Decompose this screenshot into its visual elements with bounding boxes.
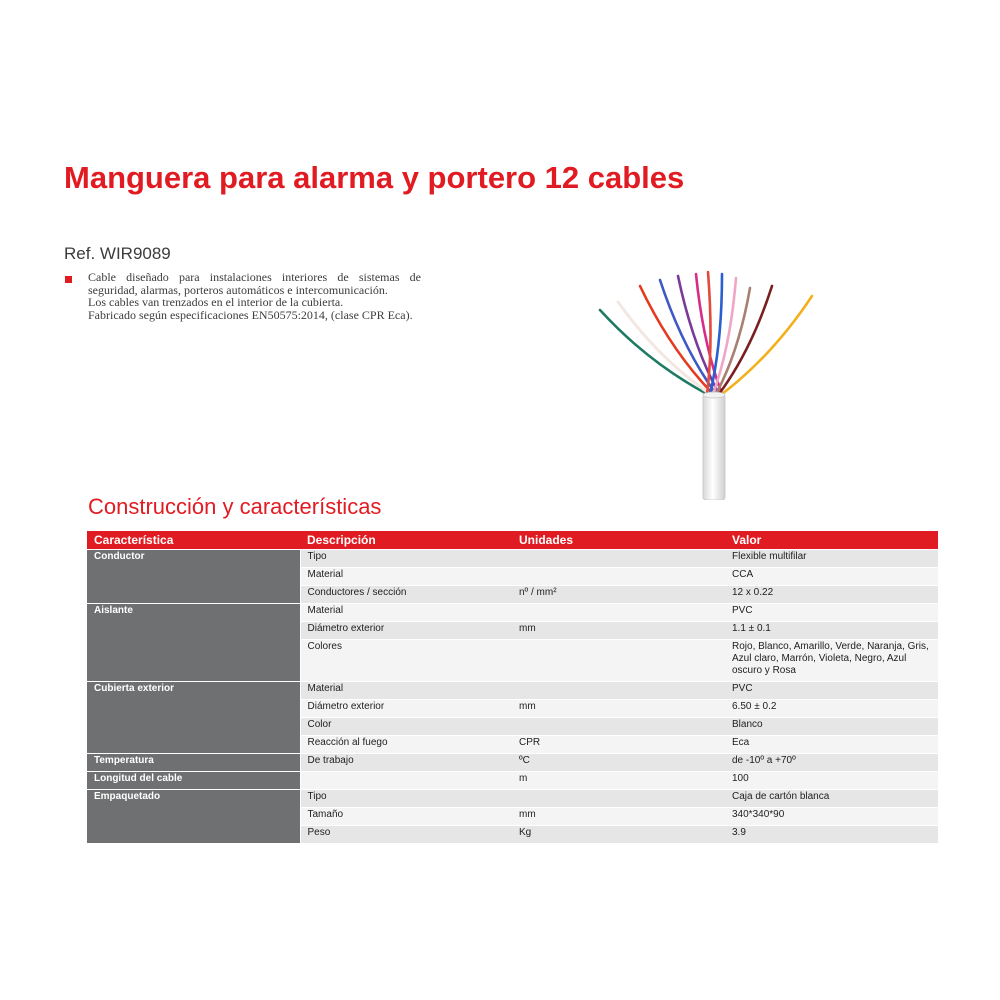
table-row: [87, 550, 938, 568]
unit-cell: mm: [512, 808, 725, 826]
category-cell: Conductor: [87, 550, 300, 604]
unit-cell: [512, 682, 725, 700]
cable-sheath-end: [703, 392, 725, 398]
column-header: Unidades: [512, 531, 725, 550]
unit-cell: mm: [512, 622, 725, 640]
table-row: [87, 772, 938, 790]
category-cell: Temperatura: [87, 754, 300, 772]
specs-table: [87, 531, 938, 843]
product-reference: Ref. WIR9089: [64, 244, 171, 263]
unit-cell: [512, 790, 725, 808]
description-cell: Tipo: [300, 790, 512, 808]
value-cell: de -10º a +70º: [725, 754, 938, 772]
category-cell: Empaquetado: [87, 790, 300, 844]
value-cell: PVC: [725, 682, 938, 700]
product-description: [88, 271, 421, 321]
unit-cell: [512, 604, 725, 622]
unit-cell: nº / mm²: [512, 586, 725, 604]
unit-cell: Kg: [512, 826, 725, 844]
description-line: Los cables van trenzados en el interior de la cubierta.: [88, 295, 344, 309]
table-row: [87, 790, 938, 808]
value-cell: 3.9: [725, 826, 938, 844]
value-cell: 6.50 ± 0.2: [725, 700, 938, 718]
value-cell: 12 x 0.22: [725, 586, 938, 604]
table-row: [87, 754, 938, 772]
table-header-row: [87, 531, 938, 550]
description-cell: Tamaño: [300, 808, 512, 826]
unit-cell: mm: [512, 700, 725, 718]
description-cell: Reacción al fuego: [300, 736, 512, 754]
section-title: Construcción y características: [88, 494, 382, 519]
unit-cell: m: [512, 772, 725, 790]
value-cell: Flexible multifilar: [725, 550, 938, 568]
cable-sheath: [703, 394, 725, 500]
description-cell: Material: [300, 682, 512, 700]
category-cell: Longitud del cable: [87, 772, 300, 790]
description-cell: Diámetro exterior: [300, 622, 512, 640]
category-cell: Cubierta exterior: [87, 682, 300, 754]
wire-conductor: [707, 272, 711, 394]
column-header: Descripción: [300, 531, 512, 550]
description-cell: Tipo: [300, 550, 512, 568]
value-cell: Blanco: [725, 718, 938, 736]
value-cell: CCA: [725, 568, 938, 586]
wire-conductor: [618, 302, 710, 394]
description-cell: Material: [300, 604, 512, 622]
description-line: Cable diseñado para instalaciones interiores de sistemas de seguridad, alarmas, porteros automáticos e intercomunicación.: [88, 270, 421, 297]
description-cell: De trabajo: [300, 754, 512, 772]
unit-cell: [512, 568, 725, 586]
unit-cell: CPR: [512, 736, 725, 754]
description-cell: Color: [300, 718, 512, 736]
unit-cell: [512, 640, 725, 682]
description-cell: Conductores / sección: [300, 586, 512, 604]
bullet-square-icon: [65, 276, 72, 283]
description-line: Fabricado según especificaciones EN50575:2014, (clase CPR Eca).: [88, 307, 413, 322]
value-cell: PVC: [725, 604, 938, 622]
category-cell: Aislante: [87, 604, 300, 682]
table-row: [87, 604, 938, 622]
unit-cell: ºC: [512, 754, 725, 772]
description-cell: Diámetro exterior: [300, 700, 512, 718]
description-cell: [300, 772, 512, 790]
description-cell: Material: [300, 568, 512, 586]
value-cell: 340*340*90: [725, 808, 938, 826]
wires: [600, 272, 812, 394]
description-cell: Colores: [300, 640, 512, 682]
unit-cell: [512, 718, 725, 736]
unit-cell: [512, 550, 725, 568]
table-row: [87, 682, 938, 700]
page-title: Manguera para alarma y portero 12 cables: [64, 160, 685, 195]
value-cell: Rojo, Blanco, Amarillo, Verde, Naranja, Gris, Azul claro, Marrón, Violeta, Negro, Azul oscuro y Rosa: [725, 640, 938, 682]
wire-conductor: [640, 286, 713, 394]
cable-photo-icon: [590, 260, 830, 500]
value-cell: Eca: [725, 736, 938, 754]
column-header: Valor: [725, 531, 938, 550]
value-cell: 1.1 ± 0.1: [725, 622, 938, 640]
description-cell: Peso: [300, 826, 512, 844]
value-cell: 100: [725, 772, 938, 790]
column-header: Característica: [87, 531, 300, 550]
value-cell: Caja de cartón blanca: [725, 790, 938, 808]
